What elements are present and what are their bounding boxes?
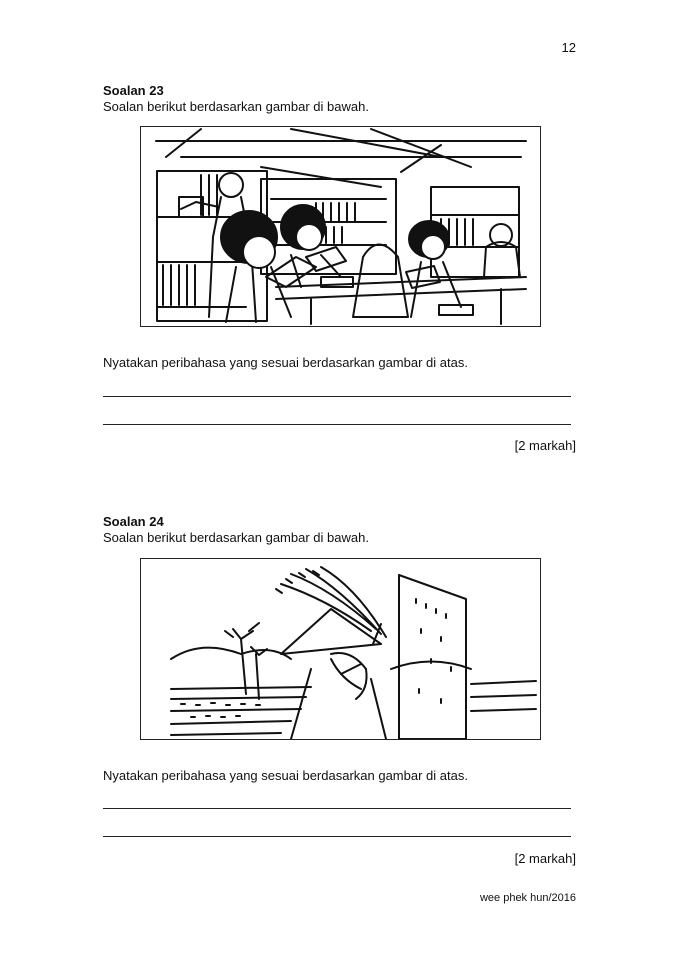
question-24-prompt: Nyatakan peribahasa yang sesuai berdasarkan gambar di atas.: [103, 768, 468, 783]
page-number: 12: [561, 40, 576, 55]
answer-line[interactable]: [103, 424, 571, 425]
answer-line[interactable]: [103, 836, 571, 837]
question-23-prompt: Nyatakan peribahasa yang sesuai berdasarkan gambar di atas.: [103, 355, 468, 370]
answer-line[interactable]: [103, 808, 571, 809]
library-reading-illustration: [140, 126, 541, 327]
question-23-marks: [2 markah]: [514, 438, 576, 453]
answer-line[interactable]: [103, 396, 571, 397]
question-24-marks: [2 markah]: [514, 851, 576, 866]
question-24-subtitle: Soalan berikut berdasarkan gambar di bawah.: [103, 530, 369, 545]
question-23-subtitle: Soalan berikut berdasarkan gambar di bawah.: [103, 99, 369, 114]
farmer-paddy-illustration: [140, 558, 541, 740]
footer-credit: wee phek hun/2016: [479, 892, 576, 904]
question-23-title: Soalan 23: [103, 83, 164, 98]
question-24-title: Soalan 24: [103, 514, 164, 529]
